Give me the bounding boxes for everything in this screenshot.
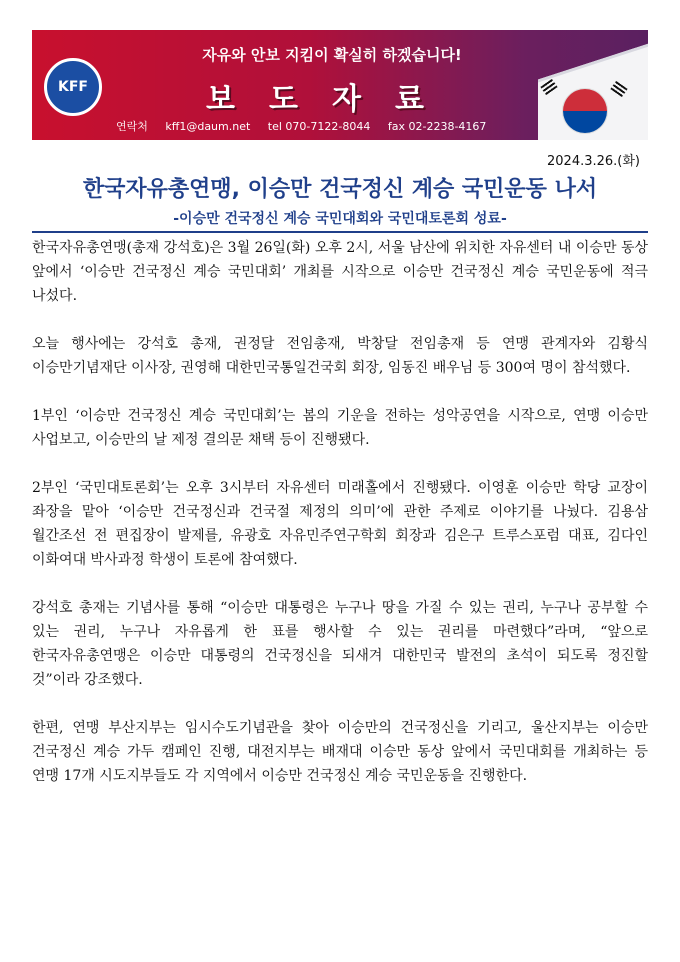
paragraph: 한국자유총연맹(총재 강석호)은 3월 26일(화) 오후 2시, 서울 남산에 위치한 자유센터 내 이승만 동상 앞에서 ‘이승만 건국정신 계승 국민대회’ 개최를 시작으로 이승만 건국정신 계승 국민운동에 적극 나섰다. [32,240,648,304]
article-body [32,236,648,812]
paragraph: 2부인 ‘국민대토론회’는 오후 3시부터 자유센터 미래홀에서 진행됐다. 이영훈 이승만 학당 교장이 좌장을 맡아 ‘이승만 건국정신과 건국절 제정의 의미’에 관한 주제로 이야기를 나눴다. 김용삼 월간조선 전 편집장이 발제를, 유광호 자유민주연구학회 회장과 김은구 트루스포럼 대표, 김다인 이화여대 박사과정 학생이 토론에 참여했다. [32,480,648,568]
kff-logo-text: KFF [58,79,88,95]
banner-slogan: 자유와 안보 지킴이 확실히 하겠습니다! [202,46,462,64]
headline: 한국자유총연맹, 이승만 건국정신 계승 국민운동 나서 [82,177,598,202]
korean-flag-icon [562,88,608,134]
contact-email: kff1@daum.net [165,120,251,133]
release-date: 2024.3.26.(화) [547,154,640,169]
paragraph: 강석호 총재는 기념사를 통해 “이승만 대통령은 누구나 땅을 가질 수 있는 권리, 누구나 공부할 수 있는 권리, 누구나 자유롭게 한 표를 행사할 수 있는 권리를 마련했다”라며, “앞으로 한국자유총연맹은 이승만 대통령의 건국정신을 되새겨 대한민국 발전의 초석이 되도록 정진할 것”이라 강조했다. [32,600,648,688]
press-release-banner [32,30,648,140]
banner-title: 보도자료 [206,82,458,117]
divider [32,231,648,233]
paragraph: 오늘 행사에는 강석호 총재, 권정달 전임총재, 박창달 전임총재 등 연맹 관계자와 김황식 이승만기념재단 이사장, 권영해 대한민국통일건국회 회장, 임동진 배우님 등 300여 명이 참석했다. [32,336,648,376]
contact-fax: fax 02-2238-4167 [387,120,487,133]
contact-tel: tel 070-7122-8044 [267,120,371,133]
paragraph: 1부인 ‘이승만 건국정신 계승 국민대회’는 봄의 기운을 전하는 성악공연을 시작으로, 연맹 이승만 사업보고, 이승만의 날 제정 결의문 채택 등이 진행됐다. [32,408,648,448]
paragraph: 한편, 연맹 부산지부는 임시수도기념관을 찾아 이승만의 건국정신을 기리고, 울산지부는 이승만 건국정신 계승 가두 캠페인 진행, 대전지부는 배재대 이승만 동상 앞에서 국민대회를 개최하는 등 연맹 17개 시도지부들도 각 지역에서 이승만 건국정신 계승 국민운동을 진행한다. [32,720,648,784]
contact-line [116,118,500,134]
subheadline: -이승만 건국정신 계승 국민대회와 국민대토론회 성료- [173,211,507,227]
contact-label: 연락처 [116,120,148,133]
kff-logo [44,58,102,116]
